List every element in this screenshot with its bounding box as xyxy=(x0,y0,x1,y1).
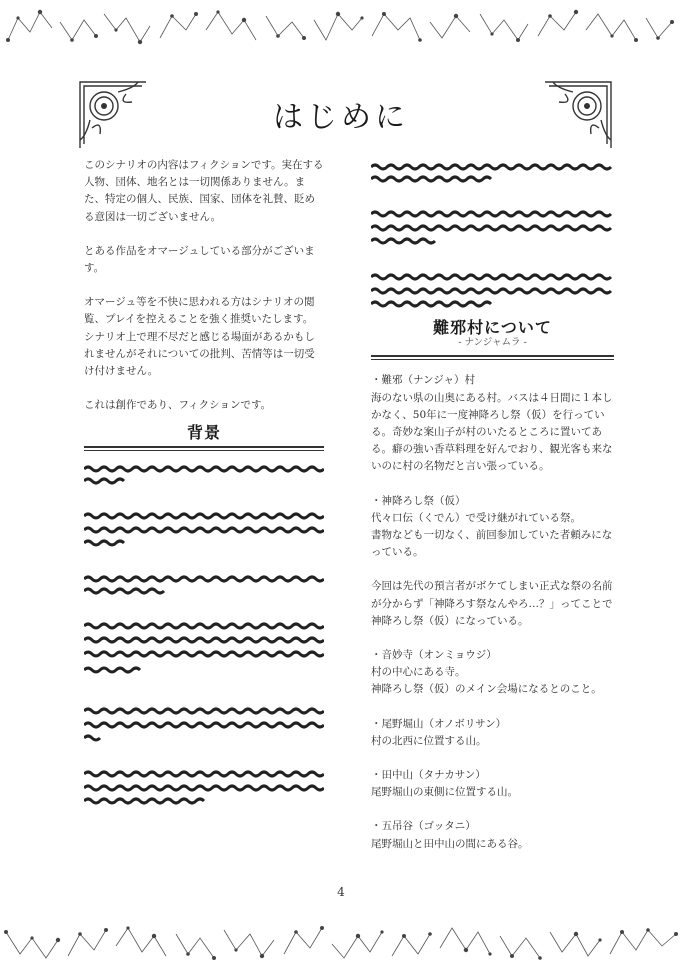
list-item xyxy=(371,818,614,852)
redacted-text-block xyxy=(84,510,324,548)
redacted-text-block xyxy=(371,208,614,246)
page-number: 4 xyxy=(337,885,345,899)
redacted-text-block xyxy=(371,271,614,309)
background-heading: 背景 xyxy=(186,423,221,443)
heading-divider xyxy=(84,446,324,451)
homage-paragraph: とある作品をオマージュしている部分がございます。 xyxy=(84,244,315,275)
list-item xyxy=(371,372,614,475)
item-heading: ・田中山（タナカサン） xyxy=(371,769,486,782)
disclaimer-paragraph: このシナリオの内容はフィクションです。実在する人物、団体、地名とは一切関係ありません。また、特定の個人、民族、国家、団体を礼賛、貶める意図は一切ございません。 xyxy=(84,159,324,223)
redacted-text-block xyxy=(84,463,324,485)
constellation-border-bottom xyxy=(0,910,682,970)
item-heading: ・尾野堀山（オノボリサン） xyxy=(371,717,507,730)
redacted-text-block xyxy=(84,573,324,595)
list-item xyxy=(371,578,614,630)
item-heading: ・音妙寺（オンミョウジ） xyxy=(371,649,497,662)
list-item xyxy=(371,767,614,801)
redacted-text-block xyxy=(84,620,324,680)
constellation-border-top xyxy=(0,0,682,60)
item-body: 尾野堀山と田中山の間にある谷。 xyxy=(371,837,529,850)
item-body: 今回は先代の預言者がボケてしまい正式な祭の名前が分からず「神降ろす祭なんやろ…？」ってことで神降ろし祭（仮）になっている。 xyxy=(371,580,613,627)
item-body: 村の中心にある寺。 神降ろし祭（仮）のメイン会場になるとのこと。 xyxy=(371,666,602,696)
list-item xyxy=(371,716,614,750)
item-heading: ・五吊谷（ゴッタニ） xyxy=(371,820,476,833)
village-heading: 難邪村について xyxy=(433,318,552,337)
list-item xyxy=(371,647,614,699)
redacted-text-block xyxy=(84,705,324,743)
village-subheading: - ナンジャムラ - xyxy=(458,337,527,349)
redacted-text-block xyxy=(371,161,614,183)
left-column xyxy=(84,157,324,810)
list-item xyxy=(371,493,614,562)
item-heading: ・神降ろし祭（仮） xyxy=(371,494,466,507)
item-body: 村の北西に位置する山。 xyxy=(371,734,487,747)
right-column xyxy=(371,157,614,853)
item-heading: ・難邪（ナンジャ）村 xyxy=(371,374,476,387)
item-body: 尾野堀山の東側に位置する山。 xyxy=(371,786,518,799)
page-title: はじめに xyxy=(273,100,409,135)
item-body: 海のない県の山奥にある村。バスは４日間に１本しかなく、50年に一度神降ろし祭（仮）を行っている。奇妙な案山子が村のいたるところに置いてある。癖の強い香草料理を好んでおり、観光客も来ないのに村の名物だと言い張っている。 xyxy=(371,391,613,473)
item-body: 代々口伝（くでん）で受け継がれている祭。 書物なども一切なく、前回参加していた者頼みになっている。 xyxy=(371,511,613,559)
warning-paragraph: オマージュ等を不快に思われる方はシナリオの閲覧、プレイを控えることを強く推奨いたします。 シナリオ上で理不尽だと感じる場面があるかもしれませんがそれについての批判、苦情等は一切受け付けません。 xyxy=(84,296,315,378)
heading-divider xyxy=(371,355,614,360)
redacted-text-block xyxy=(84,768,324,806)
fiction-paragraph: これは創作であり、フィクションです。 xyxy=(84,399,272,412)
